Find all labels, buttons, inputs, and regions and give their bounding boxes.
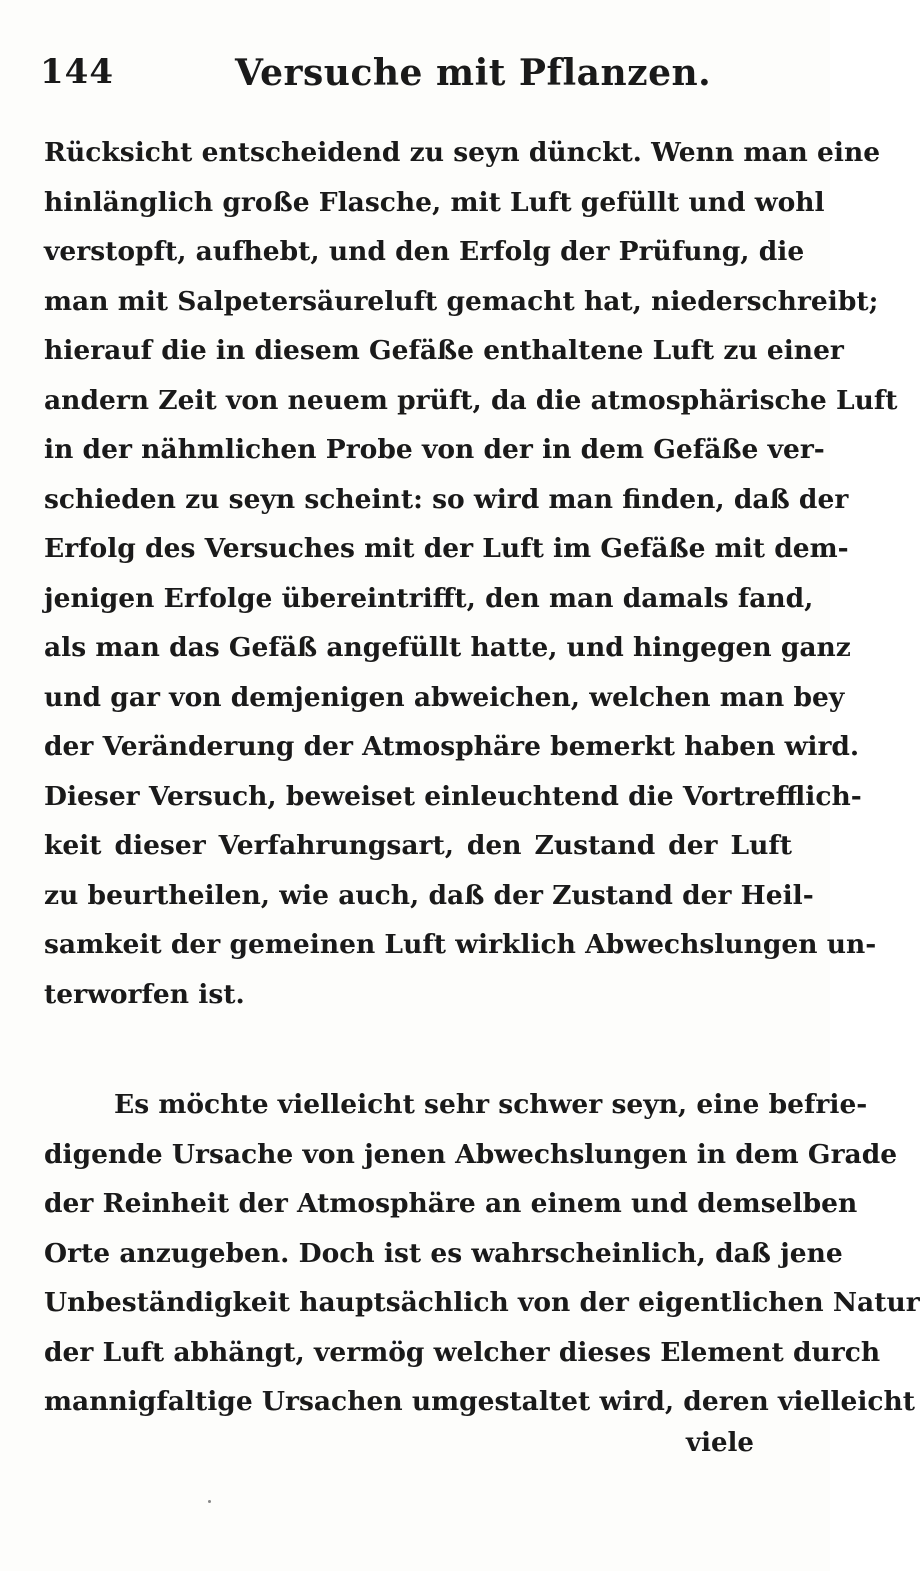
text-line: der Luft abhängt, vermög welcher dieses Element durch xyxy=(44,1336,881,1368)
paragraph-1 xyxy=(44,128,898,1019)
text-line: Unbeständigkeit hauptsächlich von der eigentlichen Natur xyxy=(44,1287,920,1318)
text-line: Orte anzugeben. Doch ist es wahrscheinlich, daß jene xyxy=(44,1237,843,1269)
page-number: 144 xyxy=(40,52,114,92)
page-header xyxy=(40,52,790,102)
text-line: keit dieser Verfahrungsart, den Zustand der Luft xyxy=(44,830,792,861)
text-line: als man das Gefäß angefüllt hatte, und hingegen ganz xyxy=(44,632,851,663)
text-line: verstopft, aufhebt, und den Erfolg der Prüfung, die xyxy=(44,236,805,267)
catchword: viele xyxy=(686,1428,754,1458)
text-line: andern Zeit von neuem prüft, da die atmosphärische Luft xyxy=(44,384,898,416)
text-line: und gar von demjenigen abweichen, welchen man bey xyxy=(44,681,845,713)
text-line: terworfen ist. xyxy=(44,978,245,1010)
text-line: jenigen Erfolge übereintrifft, den man damals fand, xyxy=(44,582,814,614)
text-line: in der nähmlichen Probe von der in dem Gefäße ver- xyxy=(44,434,825,465)
text-line: der Veränderung der Atmosphäre bemerkt haben wird. xyxy=(44,731,860,762)
text-line: man mit Salpetersäureluft gemacht hat, niederschreibt; xyxy=(44,285,879,317)
paragraph-2 xyxy=(44,1080,920,1427)
text-line: Dieser Versuch, beweiset einleuchtend die Vortrefflich- xyxy=(44,780,862,812)
text-line: Rücksicht entscheidend zu seyn dünckt. Wenn man eine xyxy=(44,137,881,168)
text-line: der Reinheit der Atmosphäre an einem und demselben xyxy=(44,1188,858,1219)
text-line: schieden zu seyn scheint: so wird man finden, daß der xyxy=(44,483,849,515)
text-line: hinlänglich große Flasche, mit Luft gefüllt und wohl xyxy=(44,186,825,218)
running-title: Versuche mit Pflanzen. xyxy=(235,52,712,94)
text-line: mannigfaltige Ursachen umgestaltet wird, deren vielleicht xyxy=(44,1386,916,1417)
text-line: samkeit der gemeinen Luft wirklich Abwechslungen un- xyxy=(44,929,877,960)
text-line: hierauf die in diesem Gefäße enthaltene Luft zu einer xyxy=(44,335,844,366)
text-line: digende Ursache von jenen Abwechslungen in dem Grade xyxy=(44,1138,898,1170)
text-line: Es möchte vielleicht sehr schwer seyn, eine befrie- xyxy=(114,1089,868,1120)
text-line: zu beurtheilen, wie auch, daß der Zustand der Heil- xyxy=(44,879,814,911)
text-line: Erfolg des Versuches mit der Luft im Gefäße mit dem- xyxy=(44,533,849,564)
ink-speck xyxy=(208,1500,211,1503)
